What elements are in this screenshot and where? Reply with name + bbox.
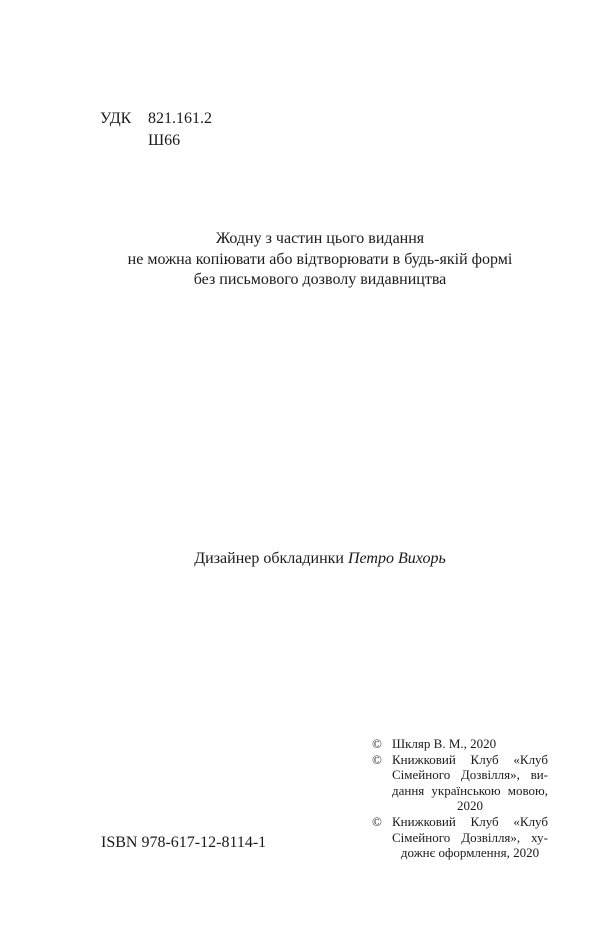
- designer-name: Петро Вихорь: [347, 550, 446, 567]
- copyright-line: Книжковий Клуб «Клуб: [392, 813, 548, 829]
- copyright-line: Сімейного Дозвілля», ху-: [392, 829, 548, 845]
- copyright-item-design: [372, 814, 548, 861]
- designer-label: Дизайнер обкладинки: [194, 550, 344, 567]
- copyright-line: Шкляр В. М., 2020: [392, 736, 497, 751]
- copyright-notice: [0, 229, 600, 291]
- copyright-symbol: ©: [372, 751, 382, 767]
- copyright-line: дання українською мовою,: [392, 782, 548, 798]
- udk-label: УДК: [100, 110, 132, 127]
- author-mark-row: [100, 130, 212, 152]
- notice-line-1: Жодну з частин цього видання: [215, 230, 425, 247]
- udk-block: [100, 108, 212, 152]
- copyright-symbol: ©: [372, 736, 382, 751]
- copyright-symbol: ©: [372, 813, 382, 829]
- notice-line-3: без письмового дозволу видавництва: [193, 271, 447, 288]
- copyright-line: дожнє оформлення, 2020: [400, 845, 540, 861]
- author-mark: Ш66: [148, 132, 181, 149]
- copyright-line: Книжковий Клуб «Клуб: [392, 751, 548, 767]
- notice-line-2: не можна копіювати або відтворювати в будь-якій формі: [127, 250, 513, 268]
- copyright-list: [372, 736, 548, 861]
- copyright-item-translation: [372, 752, 548, 814]
- udk-row: [100, 108, 212, 130]
- copyright-line: 2020: [457, 798, 483, 814]
- udk-code: 821.161.2: [148, 110, 212, 127]
- copyright-line: Сімейного Дозвілля», ви-: [392, 767, 548, 783]
- isbn: ISBN 978-617-12-8114-1: [101, 834, 267, 851]
- copyright-item-author: [372, 736, 548, 752]
- cover-designer-credit: [0, 549, 600, 569]
